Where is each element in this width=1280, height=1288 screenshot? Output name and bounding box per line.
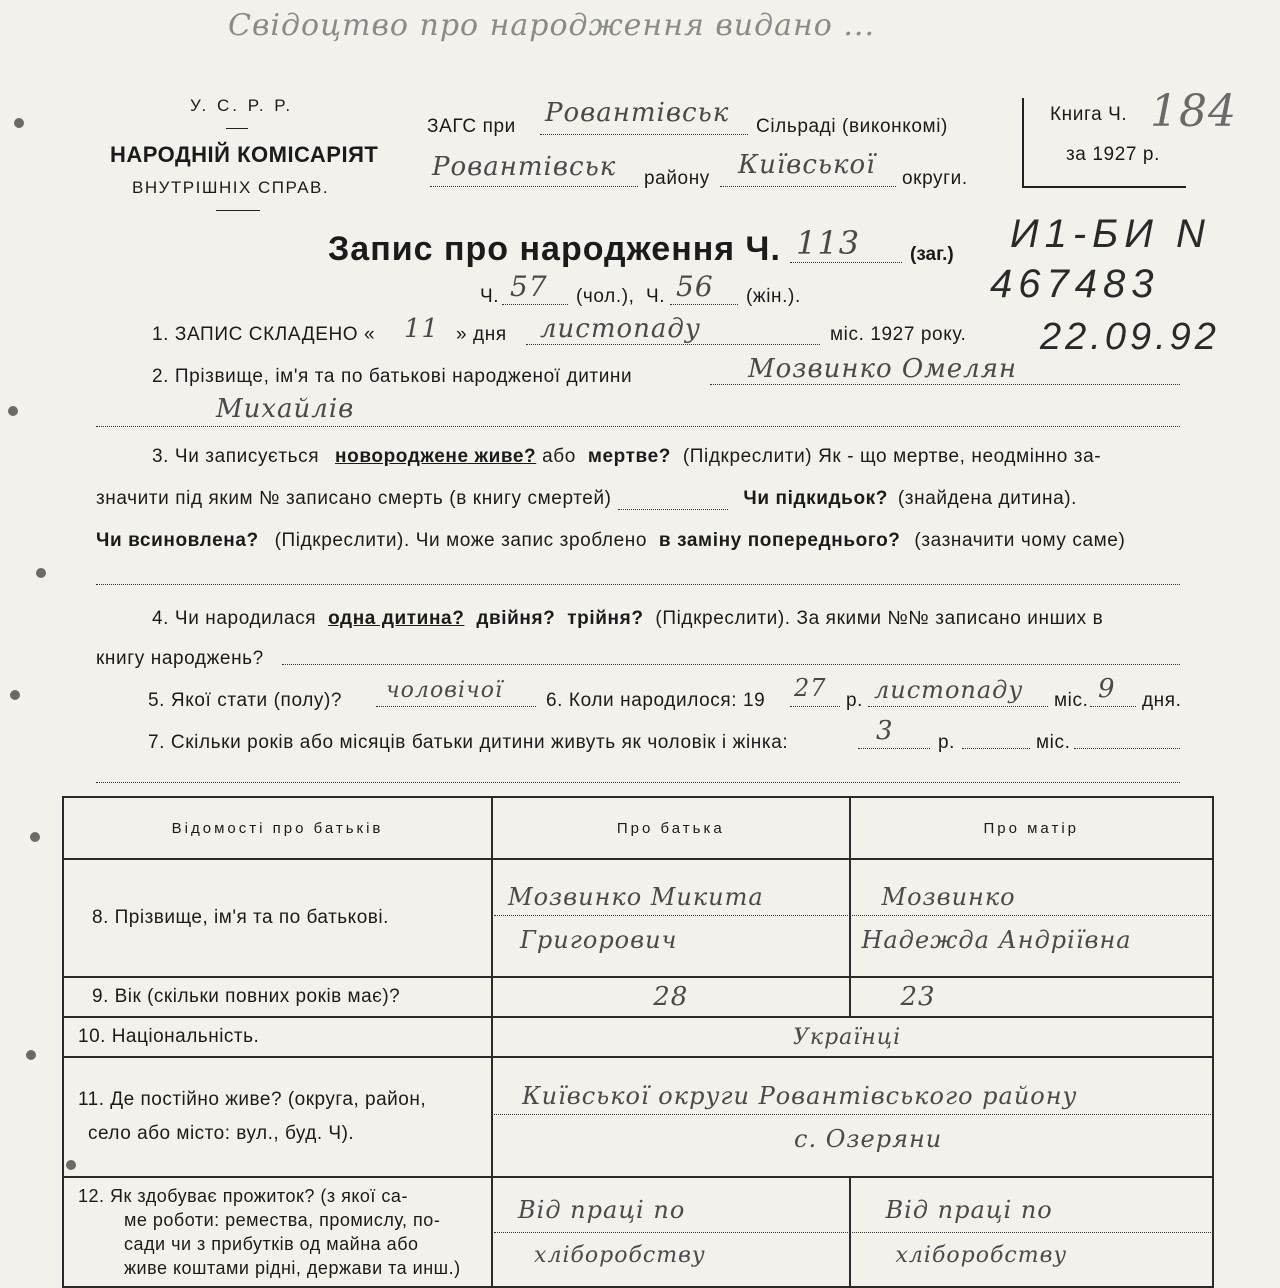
q5-sex-line [376,706,536,707]
q4-line2: книгу народжень? [96,648,264,669]
record-title: Запис про народження Ч. [328,230,781,268]
male-count-line [502,304,568,305]
q7-years-line [858,748,930,749]
livelihood-label-2: ме роботи: ремества, промислу, по- [124,1210,441,1230]
row-label-nationality: 10. Національність. [63,1017,492,1057]
q3-text-e: (Підкреслити) Як - що мертве, неодмінно за- [682,446,1102,467]
top-handwritten-note: Свідоцтво про народження видано ... [228,8,875,43]
female-count-handwritten: 56 [676,270,714,303]
q6-day-line [1090,706,1136,707]
q3-text-j: (Підкреслити). Чи може запис зроблено [274,530,648,551]
q7-years-suffix: р. [938,732,956,753]
q3-text-a: 3. Чи записується [152,446,320,467]
q2-name-handwritten-2: Михайлів [216,394,355,424]
header-parents-info: Відомості про батьків [63,797,492,859]
q1-year-label: міс. 1927 року. [830,324,967,345]
stamp-line-2: 467483 [990,262,1160,306]
q7-years-handwritten: 3 [876,716,894,746]
q6-month-line [868,706,1048,707]
mother-livelihood-1: Від праці по [852,1196,1212,1233]
okrug-handwritten: Київської [738,150,876,180]
father-name-handwritten: Мозвинко Микита [494,883,847,916]
q2-name-handwritten: Мозвинко Омелян [748,354,1018,384]
q3-replacement: в заміну попереднього? [658,530,901,551]
father-age-handwritten: 28 [492,977,849,1017]
q4-line1 [152,608,1103,630]
mother-age-handwritten: 23 [850,977,1214,1017]
residence-label-2: село або місто: вул., буд. Ч). [88,1123,355,1144]
council-label: Сільраді (виконкомі) [756,116,948,137]
mother-name-handwritten: Мозвинко [852,883,1212,916]
q4-answer-line [282,664,1180,665]
q1-month-line [526,344,820,345]
male-label: (чол.), [576,286,635,307]
q7-label: 7. Скільки років або місяців батьки дитини живуть як чоловік і жінка: [148,732,789,753]
q3-line3 [96,530,1125,552]
district-line [430,186,638,187]
q7-months-line [962,748,1030,749]
q6-label: 6. Коли народилося: 19 [546,690,766,711]
punch-hole [26,1050,36,1060]
row-label-livelihood [63,1177,492,1287]
q4-text-a: 4. Чи народилася [152,608,317,629]
q1-day-handwritten: 11 [404,314,440,344]
q6-year-handwritten: 27 [794,674,827,702]
parents-table [62,796,1214,1288]
usrr-label: У. С. Р. Р. [190,96,294,115]
q3-text-f: значити під яким № записано смерть (в книгу смертей) [96,488,612,509]
q3-answer-line [96,584,1180,585]
record-number-line [790,262,902,263]
punch-hole [10,690,20,700]
book-number-handwritten: 184 [1150,86,1237,137]
table-row [63,1177,1213,1287]
q7-answer-line-2 [96,782,1180,783]
row-label-age: 9. Вік (скільки повних років має)? [63,977,492,1017]
female-label: (жін.). [746,286,801,307]
table-row [63,977,1213,1017]
livelihood-label-4: живе коштами рідні, держави та инш.) [124,1258,461,1278]
male-count-handwritten: 57 [510,270,548,303]
residence-handwritten-2: с. Озеряни [794,1124,943,1153]
mother-livelihood-cell [850,1177,1214,1287]
commissariat-title: НАРОДНІЙ КОМІСАРІЯТ [110,142,379,167]
nationality-handwritten: Українці [492,1017,1213,1057]
q4-twins: двійня? [476,608,556,629]
mother-name-cell [850,859,1214,977]
punch-hole [36,568,46,578]
q3-line2 [96,488,1077,510]
punch-hole [30,832,40,842]
divider [226,128,248,129]
record-suffix: (заг.) [910,244,954,265]
father-patronymic-handwritten: Григорович [520,925,678,954]
q6-year-line [790,706,840,707]
stamp-line-3: 22.09.92 [1040,316,1220,358]
village-line [540,134,748,135]
q3-text-l: (зазначити чому саме) [914,530,1126,551]
q3-or: або [542,446,576,467]
internal-affairs-label: ВНУТРІШНІХ СПРАВ. [132,178,330,197]
q3-alive: новороджене живе? [335,446,537,467]
record-number-handwritten: 113 [796,224,861,262]
q6-day-handwritten: 9 [1098,674,1116,704]
q7-answer-line [1074,748,1180,749]
q2-label: 2. Прізвище, ім'я та по батькові народженої дитини [152,366,633,387]
q7-months-suffix: міс. [1036,732,1071,753]
q4-text-e: (Підкреслити). За якими №№ записано инших в [655,608,1104,629]
punch-hole [14,118,24,128]
row-label-residence [63,1057,492,1177]
mother-given-handwritten: Надежда Андріївна [861,925,1132,954]
residence-label-1: 11. Де постійно живе? (округа, район, [78,1089,427,1110]
table-row [63,1057,1213,1177]
father-livelihood-2: хліборобству [534,1243,706,1268]
female-ch-label: Ч. [646,286,666,307]
residence-handwritten-1: Київської округи Ровантівського району [494,1082,1211,1115]
punch-hole [8,406,18,416]
q1-label: 1. ЗАПИС СКЛАДЕНО « [152,324,376,345]
female-count-line [670,304,738,305]
father-name-cell [492,859,849,977]
district-handwritten: Ровантівськ [432,152,617,182]
residence-cell [492,1057,1213,1177]
q6-month-handwritten: листопаду [874,676,1024,704]
livelihood-label-3: сади чи з прибутків од майна або [124,1234,419,1254]
q3-dead: мертве? [587,446,671,467]
q2-name-line [710,384,1180,385]
q5-sex-handwritten: чоловічої [386,678,503,703]
table-row [63,1017,1213,1057]
q1-day-word: » дня [456,324,507,345]
q3-foundling: Чи підкидьок? [743,488,888,509]
village-handwritten: Ровантівськ [545,98,730,128]
q5-label: 5. Якої стати (полу)? [148,690,343,711]
father-livelihood-cell [492,1177,849,1287]
table-row [63,859,1213,977]
q2-name-line-2 [96,426,1180,427]
q6-year-suffix: р. [846,690,864,711]
q6-month-label: міс. [1054,690,1089,711]
okrug-label: округи. [902,168,968,189]
q3-line1 [152,446,1101,468]
stamp-line-1: И1-БИ N [1010,212,1211,256]
q3-adopted: Чи всиновлена? [96,530,259,551]
male-ch-label: Ч. [480,286,500,307]
divider [216,210,260,211]
book-year: за 1927 р. [1066,144,1160,165]
q6-day-label: дня. [1142,690,1182,711]
zags-prefix: ЗАГС при [427,116,516,137]
book-label: Книга Ч. [1050,104,1128,125]
q4-single: одна дитина? [328,608,465,629]
header-mother: Про матір [850,797,1214,859]
livelihood-label-1: 12. Як здобуває прожиток? (з якої са- [78,1186,408,1206]
q3-death-line [618,509,728,510]
mother-livelihood-2: хліборобству [895,1243,1068,1268]
row-label-name: 8. Прізвище, ім'я та по батькові. [63,859,492,977]
table-header-row [63,797,1213,859]
q1-month-handwritten: листопаду [540,314,701,344]
father-livelihood-1: Від праці по [494,1196,847,1233]
district-label: району [644,168,710,189]
q4-triplets: трійня? [567,608,644,629]
okrug-line [720,186,896,187]
header-father: Про батька [492,797,849,859]
q3-found-child: (знайдена дитина). [897,488,1078,509]
